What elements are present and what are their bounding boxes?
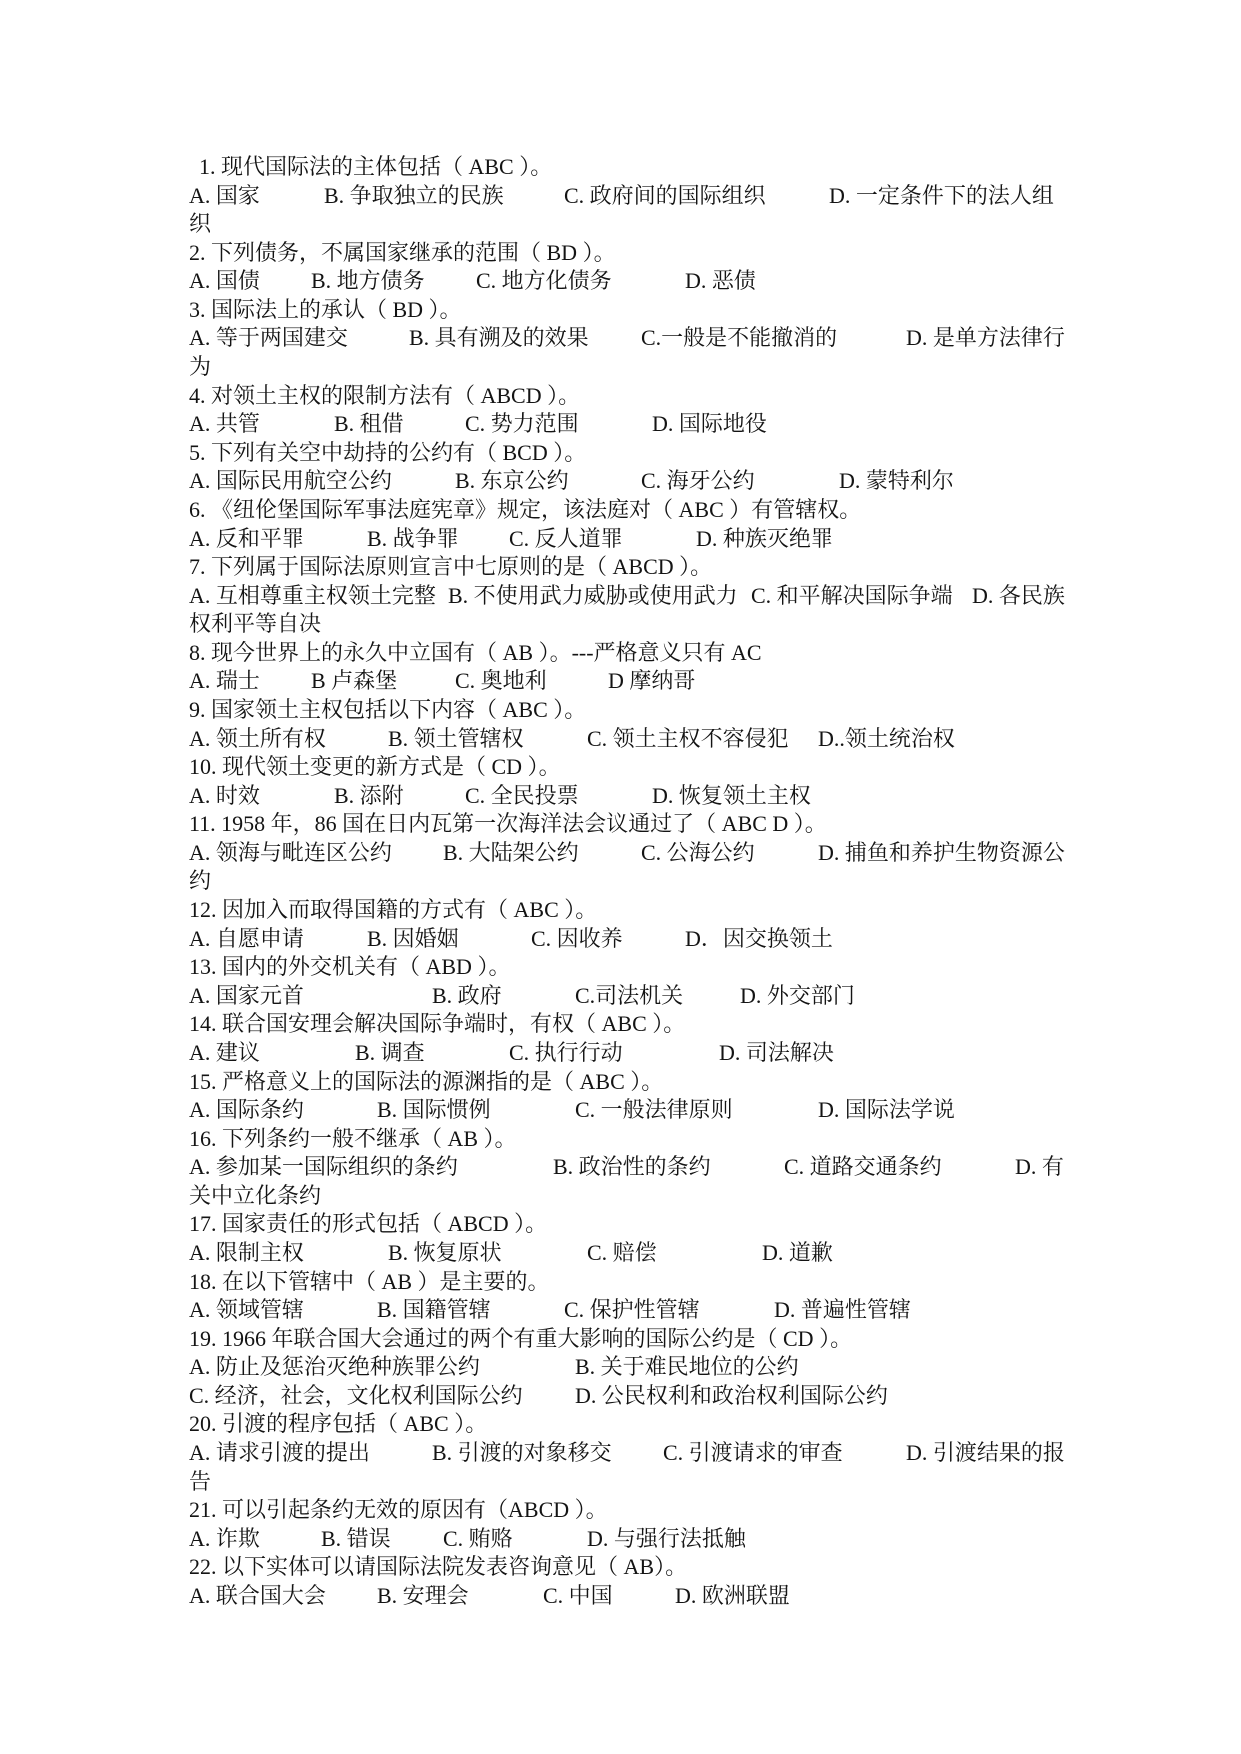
options-line: [0, 782, 1241, 811]
option-b: B. 租借: [334, 411, 404, 437]
option-a: A. 联合国大会: [189, 1582, 326, 1608]
option-b: B. 战争罪: [367, 525, 459, 551]
option-c: C. 奥地利: [455, 668, 547, 694]
option-continuation: 为: [189, 354, 212, 380]
question-stem: 10. 现代领土变更的新方式是（ CD ）。: [189, 754, 561, 780]
options-line: [0, 1382, 1241, 1411]
option-b: B. 国际惯例: [377, 1097, 491, 1123]
option-c: C. 和平解决国际争端: [751, 582, 953, 608]
options-line: [0, 353, 1241, 382]
question-4: [0, 382, 1241, 439]
option-d: D. 引渡结果的报: [906, 1440, 1065, 1466]
options-line: [0, 210, 1241, 239]
option-c: C. 引渡请求的审查: [663, 1440, 843, 1466]
option-b: B. 政府: [432, 982, 502, 1008]
question-line: [0, 1210, 1241, 1239]
option-b: B. 大陆架公约: [443, 839, 579, 865]
options-line: [0, 725, 1241, 754]
option-a: A. 参加某一国际组织的条约: [189, 1154, 458, 1180]
option-b: B. 具有溯及的效果: [409, 325, 589, 351]
question-stem: 16. 下列条约一般不继承（ AB ）。: [189, 1125, 517, 1151]
option-c: C. 地方化债务: [476, 268, 612, 294]
option-b: B. 地方债务: [311, 268, 425, 294]
option-a: A. 等于两国建交: [189, 325, 348, 351]
option-a: A. 领域管辖: [189, 1297, 304, 1323]
option-c: C. 反人道罪: [509, 525, 623, 551]
question-stem: 19. 1966 年联合国大会通过的两个有重大影响的国际公约是（ CD ）。: [189, 1325, 853, 1351]
options-line: [0, 525, 1241, 554]
option-b: B. 不使用武力威胁或使用武力: [448, 582, 738, 608]
options-line: [0, 1525, 1241, 1554]
options-line: [0, 1296, 1241, 1325]
option-d: D. 一定条件下的法人组: [829, 182, 1054, 208]
question-2: [0, 239, 1241, 296]
option-b: B. 争取独立的民族: [324, 182, 504, 208]
option-d: D. 与强行法抵触: [587, 1525, 746, 1551]
question-6: [0, 496, 1241, 553]
options-line: [0, 1039, 1241, 1068]
option-b: B. 领土管辖权: [388, 725, 524, 751]
question-stem: 3. 国际法上的承认（ BD ）。: [189, 296, 462, 322]
question-stem: 6. 《纽伦堡国际军事法庭宪章》规定，该法庭对（ ABC ）有管辖权。: [189, 496, 862, 522]
option-b: B. 关于难民地位的公约: [575, 1354, 799, 1380]
question-stem: 21. 可以引起条约无效的原因有（ABCD ）。: [189, 1497, 608, 1523]
option-c: C. 保护性管辖: [564, 1297, 700, 1323]
question-3: [0, 296, 1241, 382]
option-continuation: 约: [189, 868, 212, 894]
options-line: [0, 1468, 1241, 1497]
options-line: [0, 982, 1241, 1011]
option-a: A. 国家: [189, 182, 260, 208]
question-21: [0, 1496, 1241, 1553]
option-b: B. 政治性的条约: [553, 1154, 711, 1180]
option-continuation: 关中立化条约: [189, 1182, 322, 1208]
option-a: A. 领土所有权: [189, 725, 326, 751]
question-1: [0, 153, 1241, 239]
question-14: [0, 1010, 1241, 1067]
option-a: A. 限制主权: [189, 1239, 304, 1265]
question-19: [0, 1325, 1241, 1411]
question-22: [0, 1553, 1241, 1610]
option-d: D. 普遍性管辖: [774, 1297, 911, 1323]
option-a: A. 瑞士: [189, 668, 260, 694]
question-line: [0, 1325, 1241, 1354]
option-d: D. 有: [1015, 1154, 1064, 1180]
option-b: B. 调查: [355, 1039, 425, 1065]
question-line: [0, 296, 1241, 325]
option-a: A. 反和平罪: [189, 525, 304, 551]
option-b: B. 安理会: [377, 1582, 469, 1608]
question-stem: 13. 国内的外交机关有（ ABD ）。: [189, 954, 511, 980]
question-line: [0, 696, 1241, 725]
option-a: A. 国际条约: [189, 1097, 304, 1123]
options-line: [0, 839, 1241, 868]
option-c: C. 因收养: [531, 925, 623, 951]
question-stem: 14. 联合国安理会解决国际争端时，有权（ ABC ）。: [189, 1011, 686, 1037]
question-stem: 20. 引渡的程序包括（ ABC ）。: [189, 1411, 488, 1437]
options-line: [0, 1239, 1241, 1268]
option-continuation: 权利平等自决: [189, 611, 322, 637]
options-line: [0, 1582, 1241, 1611]
options-line: [0, 925, 1241, 954]
question-16: [0, 1125, 1241, 1211]
option-c: C. 领土主权不容侵犯: [587, 725, 789, 751]
question-stem: 11. 1958 年，86 国在日内瓦第一次海洋法会议通过了（ ABC D ）。: [189, 811, 827, 837]
option-a: A. 时效: [189, 782, 260, 808]
option-continuation: 织: [189, 211, 212, 237]
question-13: [0, 953, 1241, 1010]
option-d: D. 司法解决: [719, 1039, 834, 1065]
question-17: [0, 1210, 1241, 1267]
option-a: A. 共管: [189, 411, 260, 437]
question-stem: 18. 在以下管辖中（ AB ）是主要的。: [189, 1268, 550, 1294]
options-line: [0, 582, 1241, 611]
question-stem: 22. 以下实体可以请国际法院发表咨询意见（ AB）。: [189, 1554, 688, 1580]
option-d: D. 外交部门: [740, 982, 855, 1008]
option-d: D．因交换领土: [685, 925, 833, 951]
options-line: [0, 610, 1241, 639]
option-d: D. 是单方法律行: [906, 325, 1065, 351]
option-a: A. 防止及惩治灭绝种族罪公约: [189, 1354, 480, 1380]
options-line: [0, 1353, 1241, 1382]
option-d: D. 恶债: [685, 268, 756, 294]
options-line: [0, 1439, 1241, 1468]
question-line: [0, 1268, 1241, 1297]
option-a: A. 国债: [189, 268, 260, 294]
option-a: A. 国际民用航空公约: [189, 468, 392, 494]
question-line: [0, 1553, 1241, 1582]
question-line: [0, 810, 1241, 839]
question-line: [0, 753, 1241, 782]
option-c: C. 全民投票: [465, 782, 579, 808]
question-7: [0, 553, 1241, 639]
question-stem: 17. 国家责任的形式包括（ ABCD ）。: [189, 1211, 548, 1237]
option-c: C. 公海公约: [641, 839, 755, 865]
option-b: B. 引渡的对象移交: [432, 1440, 612, 1466]
question-stem: 12. 因加入而取得国籍的方式有（ ABC ）。: [189, 897, 598, 923]
question-line: [0, 1068, 1241, 1097]
option-c: C. 中国: [543, 1582, 613, 1608]
question-line: [0, 639, 1241, 668]
options-line: [0, 410, 1241, 439]
question-8: [0, 639, 1241, 696]
option-b: B. 恢复原状: [388, 1239, 502, 1265]
question-10: [0, 753, 1241, 810]
option-a: A. 国家元首: [189, 982, 304, 1008]
option-c: C. 一般法律原则: [575, 1097, 733, 1123]
question-11: [0, 810, 1241, 896]
option-a: A. 互相尊重主权领土完整: [189, 582, 436, 608]
question-stem: 1. 现代国际法的主体包括（ ABC ）。: [199, 154, 553, 179]
option-c: C. 经济，社会，文化权利国际公约: [189, 1382, 523, 1408]
option-c: C. 势力范围: [465, 411, 579, 437]
option-d: D. 捕鱼和养护生物资源公: [818, 839, 1065, 865]
question-12: [0, 896, 1241, 953]
question-line: [0, 382, 1241, 411]
question-line: [0, 1010, 1241, 1039]
option-b: B. 东京公约: [455, 468, 569, 494]
option-b: B. 添附: [334, 782, 404, 808]
question-20: [0, 1410, 1241, 1496]
question-stem: 8. 现今世界上的永久中立国有（ AB ）。---严格意义只有 AC: [189, 639, 762, 665]
question-line: [0, 1496, 1241, 1525]
option-c: C. 海牙公约: [641, 468, 755, 494]
option-a: A. 领海与毗连区公约: [189, 839, 392, 865]
question-stem: 4. 对领土主权的限制方法有（ ABCD ）。: [189, 382, 581, 408]
option-d: D. 道歉: [762, 1239, 833, 1265]
option-b: B. 因婚姻: [367, 925, 459, 951]
option-c: C. 贿赂: [443, 1525, 513, 1551]
option-d: D. 公民权利和政治权利国际公约: [575, 1382, 888, 1408]
option-continuation: 告: [189, 1468, 212, 1494]
option-b: B. 国籍管辖: [377, 1297, 491, 1323]
option-a: A. 自愿申请: [189, 925, 304, 951]
options-line: [0, 1096, 1241, 1125]
question-stem: 5. 下列有关空中劫持的公约有（ BCD ）。: [189, 439, 587, 465]
options-line: [0, 267, 1241, 296]
question-line: [0, 439, 1241, 468]
question-18: [0, 1268, 1241, 1325]
options-line: [0, 667, 1241, 696]
option-d: D..领土统治权: [818, 725, 955, 751]
question-line: [0, 896, 1241, 925]
option-a: A. 诈欺: [189, 1525, 260, 1551]
option-d: D. 各民族: [972, 582, 1065, 608]
question-15: [0, 1068, 1241, 1125]
option-c: C. 道路交通条约: [784, 1154, 942, 1180]
question-stem: 2. 下列债务，不属国家继承的范围（ BD ）。: [189, 239, 616, 265]
option-d: D. 恢复领土主权: [652, 782, 811, 808]
question-line: [0, 953, 1241, 982]
question-5: [0, 439, 1241, 496]
question-line: [0, 239, 1241, 268]
option-d: D 摩纳哥: [608, 668, 696, 694]
option-d: D. 蒙特利尔: [839, 468, 954, 494]
option-a: A. 请求引渡的提出: [189, 1440, 370, 1466]
options-line: [0, 324, 1241, 353]
options-line: [0, 1153, 1241, 1182]
option-c: C. 执行行动: [509, 1039, 623, 1065]
option-c: C. 政府间的国际组织: [564, 182, 766, 208]
option-b: B 卢森堡: [311, 668, 398, 694]
question-9: [0, 696, 1241, 753]
options-line: [0, 867, 1241, 896]
option-d: D. 种族灭绝罪: [696, 525, 833, 551]
option-c: C. 赔偿: [587, 1239, 657, 1265]
question-stem: 7. 下列属于国际法原则宣言中七原则的是（ ABCD ）。: [189, 554, 713, 580]
option-c: C.司法机关: [575, 982, 684, 1008]
question-line: [0, 553, 1241, 582]
option-d: D. 国际地役: [652, 411, 767, 437]
question-line: [0, 1125, 1241, 1154]
options-line: [0, 1182, 1241, 1211]
option-d: D. 欧洲联盟: [675, 1582, 790, 1608]
question-line: [0, 496, 1241, 525]
option-a: A. 建议: [189, 1039, 260, 1065]
question-stem: 15. 严格意义上的国际法的源渊指的是（ ABC ）。: [189, 1068, 664, 1094]
option-d: D. 国际法学说: [818, 1097, 955, 1123]
option-c: C.一般是不能撤消的: [641, 325, 838, 351]
options-line: [0, 467, 1241, 496]
option-b: B. 错误: [321, 1525, 391, 1551]
question-line: [0, 1410, 1241, 1439]
options-line: [0, 182, 1241, 211]
question-stem: 9. 国家领土主权包括以下内容（ ABC ）。: [189, 696, 587, 722]
question-line: [0, 153, 1241, 182]
